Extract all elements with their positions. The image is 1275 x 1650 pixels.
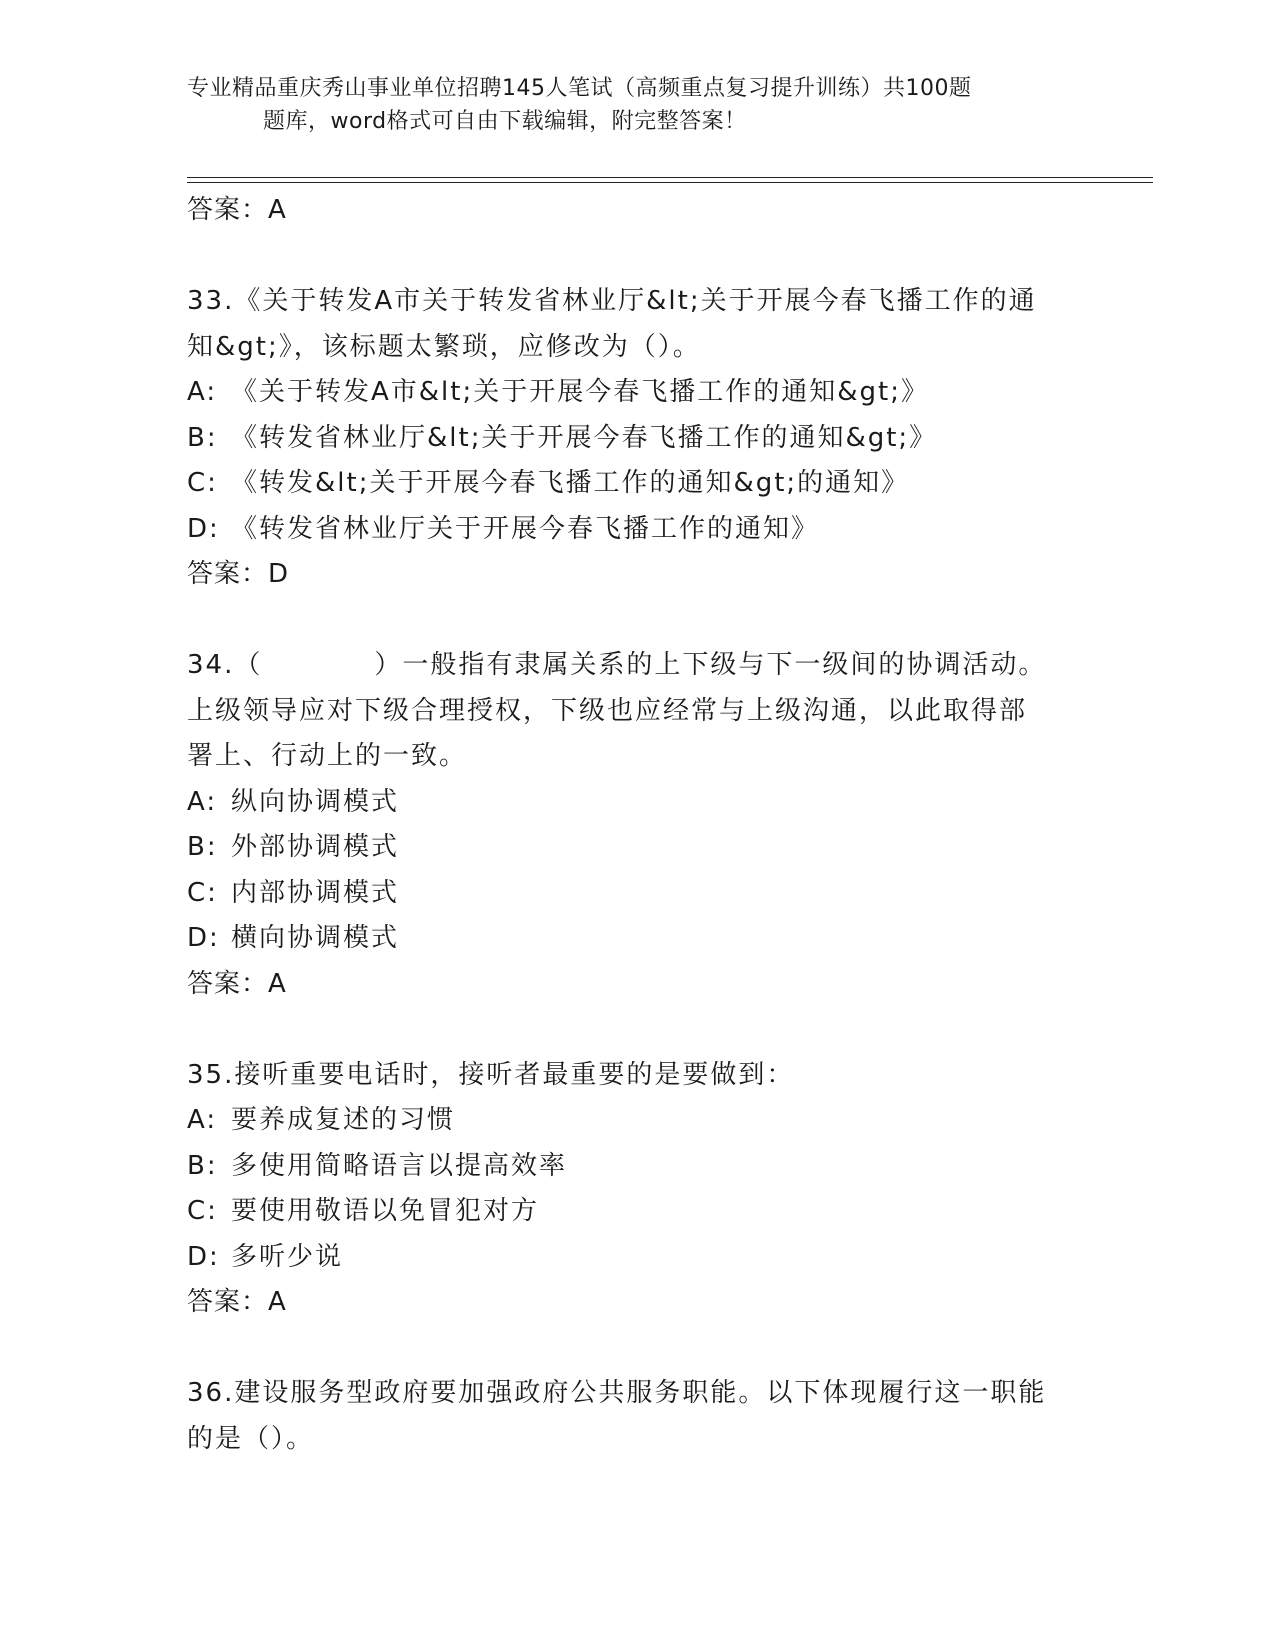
question-text-line: 的是（）。 [187,1423,315,1454]
option-text: 内部协调模式 [231,877,400,908]
option-key: C: [187,877,218,908]
question-text-line: 上级领导应对下级合理授权，下级也应经常与上级沟通，以此取得部 [187,695,1028,726]
question-text-line: 34.（ ）一般指有隶属关系的上下级与下一级间的协调活动。 [187,650,1047,680]
option-line [187,871,1087,917]
question-block [187,1371,1087,1462]
option-key: D: [187,513,220,544]
option-line [187,416,1087,462]
spacer [187,1007,1087,1053]
option-key: A: [187,1105,218,1135]
header-title-line1: 专业精品重庆秀山事业单位招聘145人笔试（高频重点复习提升训练）共100题 [187,76,972,101]
option-text: 要使用敬语以免冒犯对方 [231,1196,540,1226]
option-line [187,461,1087,507]
option-line [187,825,1087,871]
document-header [187,72,1067,138]
option-line [187,1098,1087,1144]
option-key: C: [187,1196,218,1226]
spacer [187,1326,1087,1372]
option-text: 《关于转发A市&lt;关于开展今春飞播工作的通知&gt;》 [231,377,929,407]
option-key: B: [187,422,218,453]
spacer [187,598,1087,644]
option-text: 《转发省林业厅&lt;关于开展今春飞播工作的通知&gt;》 [231,422,938,453]
answer-line: 答案：D [187,559,290,589]
option-key: A: [187,377,218,407]
option-text: 要养成复述的习惯 [231,1105,456,1135]
option-text: 《转发省林业厅关于开展今春飞播工作的通知》 [231,513,820,544]
answer-line: 答案：A [187,195,287,225]
spacer [187,234,1087,280]
option-key: A: [187,786,218,817]
option-key: D: [187,1241,220,1272]
header-rule-bottom [187,182,1153,183]
question-text-line: 署上、行动上的一致。 [187,741,468,771]
question-text-line: 33.《关于转发A市关于转发省林业厅&lt;关于开展今春飞播工作的通 [187,286,1037,316]
option-key: B: [187,832,218,862]
question-block [187,1053,1087,1326]
option-text: 多听少说 [231,1241,344,1272]
option-line [187,1144,1087,1190]
option-line [187,370,1087,416]
option-text: 纵向协调模式 [231,786,400,817]
answer-line: 答案：A [187,968,287,999]
answer-line: 答案：A [187,1287,287,1317]
option-text: 多使用简略语言以提高效率 [231,1150,568,1181]
option-text: 外部协调模式 [231,832,400,862]
option-line [187,780,1087,826]
option-key: C: [187,468,218,498]
option-line [187,1235,1087,1281]
question-block [187,643,1087,1007]
question-text-line: 36.建设服务型政府要加强政府公共服务职能。以下体现履行这一职能 [187,1378,1047,1408]
option-text: 《转发&lt;关于开展今春飞播工作的通知&gt;的通知》 [231,468,910,498]
question-text-line: 35.接听重要电话时，接听者最重要的是要做到： [187,1059,795,1090]
header-title-line2: 题库，word格式可自由下载编辑，附完整答案！ [263,109,747,134]
option-text: 横向协调模式 [231,923,400,953]
option-line [187,1189,1087,1235]
document-body [187,188,1087,1462]
option-line [187,507,1087,553]
option-key: B: [187,1150,218,1181]
question-text-line: 知&gt;》，该标题太繁琐，应修改为（）。 [187,331,701,362]
header-rule-top [187,177,1153,178]
question-block [187,279,1087,598]
option-key: D: [187,923,220,953]
option-line [187,916,1087,962]
